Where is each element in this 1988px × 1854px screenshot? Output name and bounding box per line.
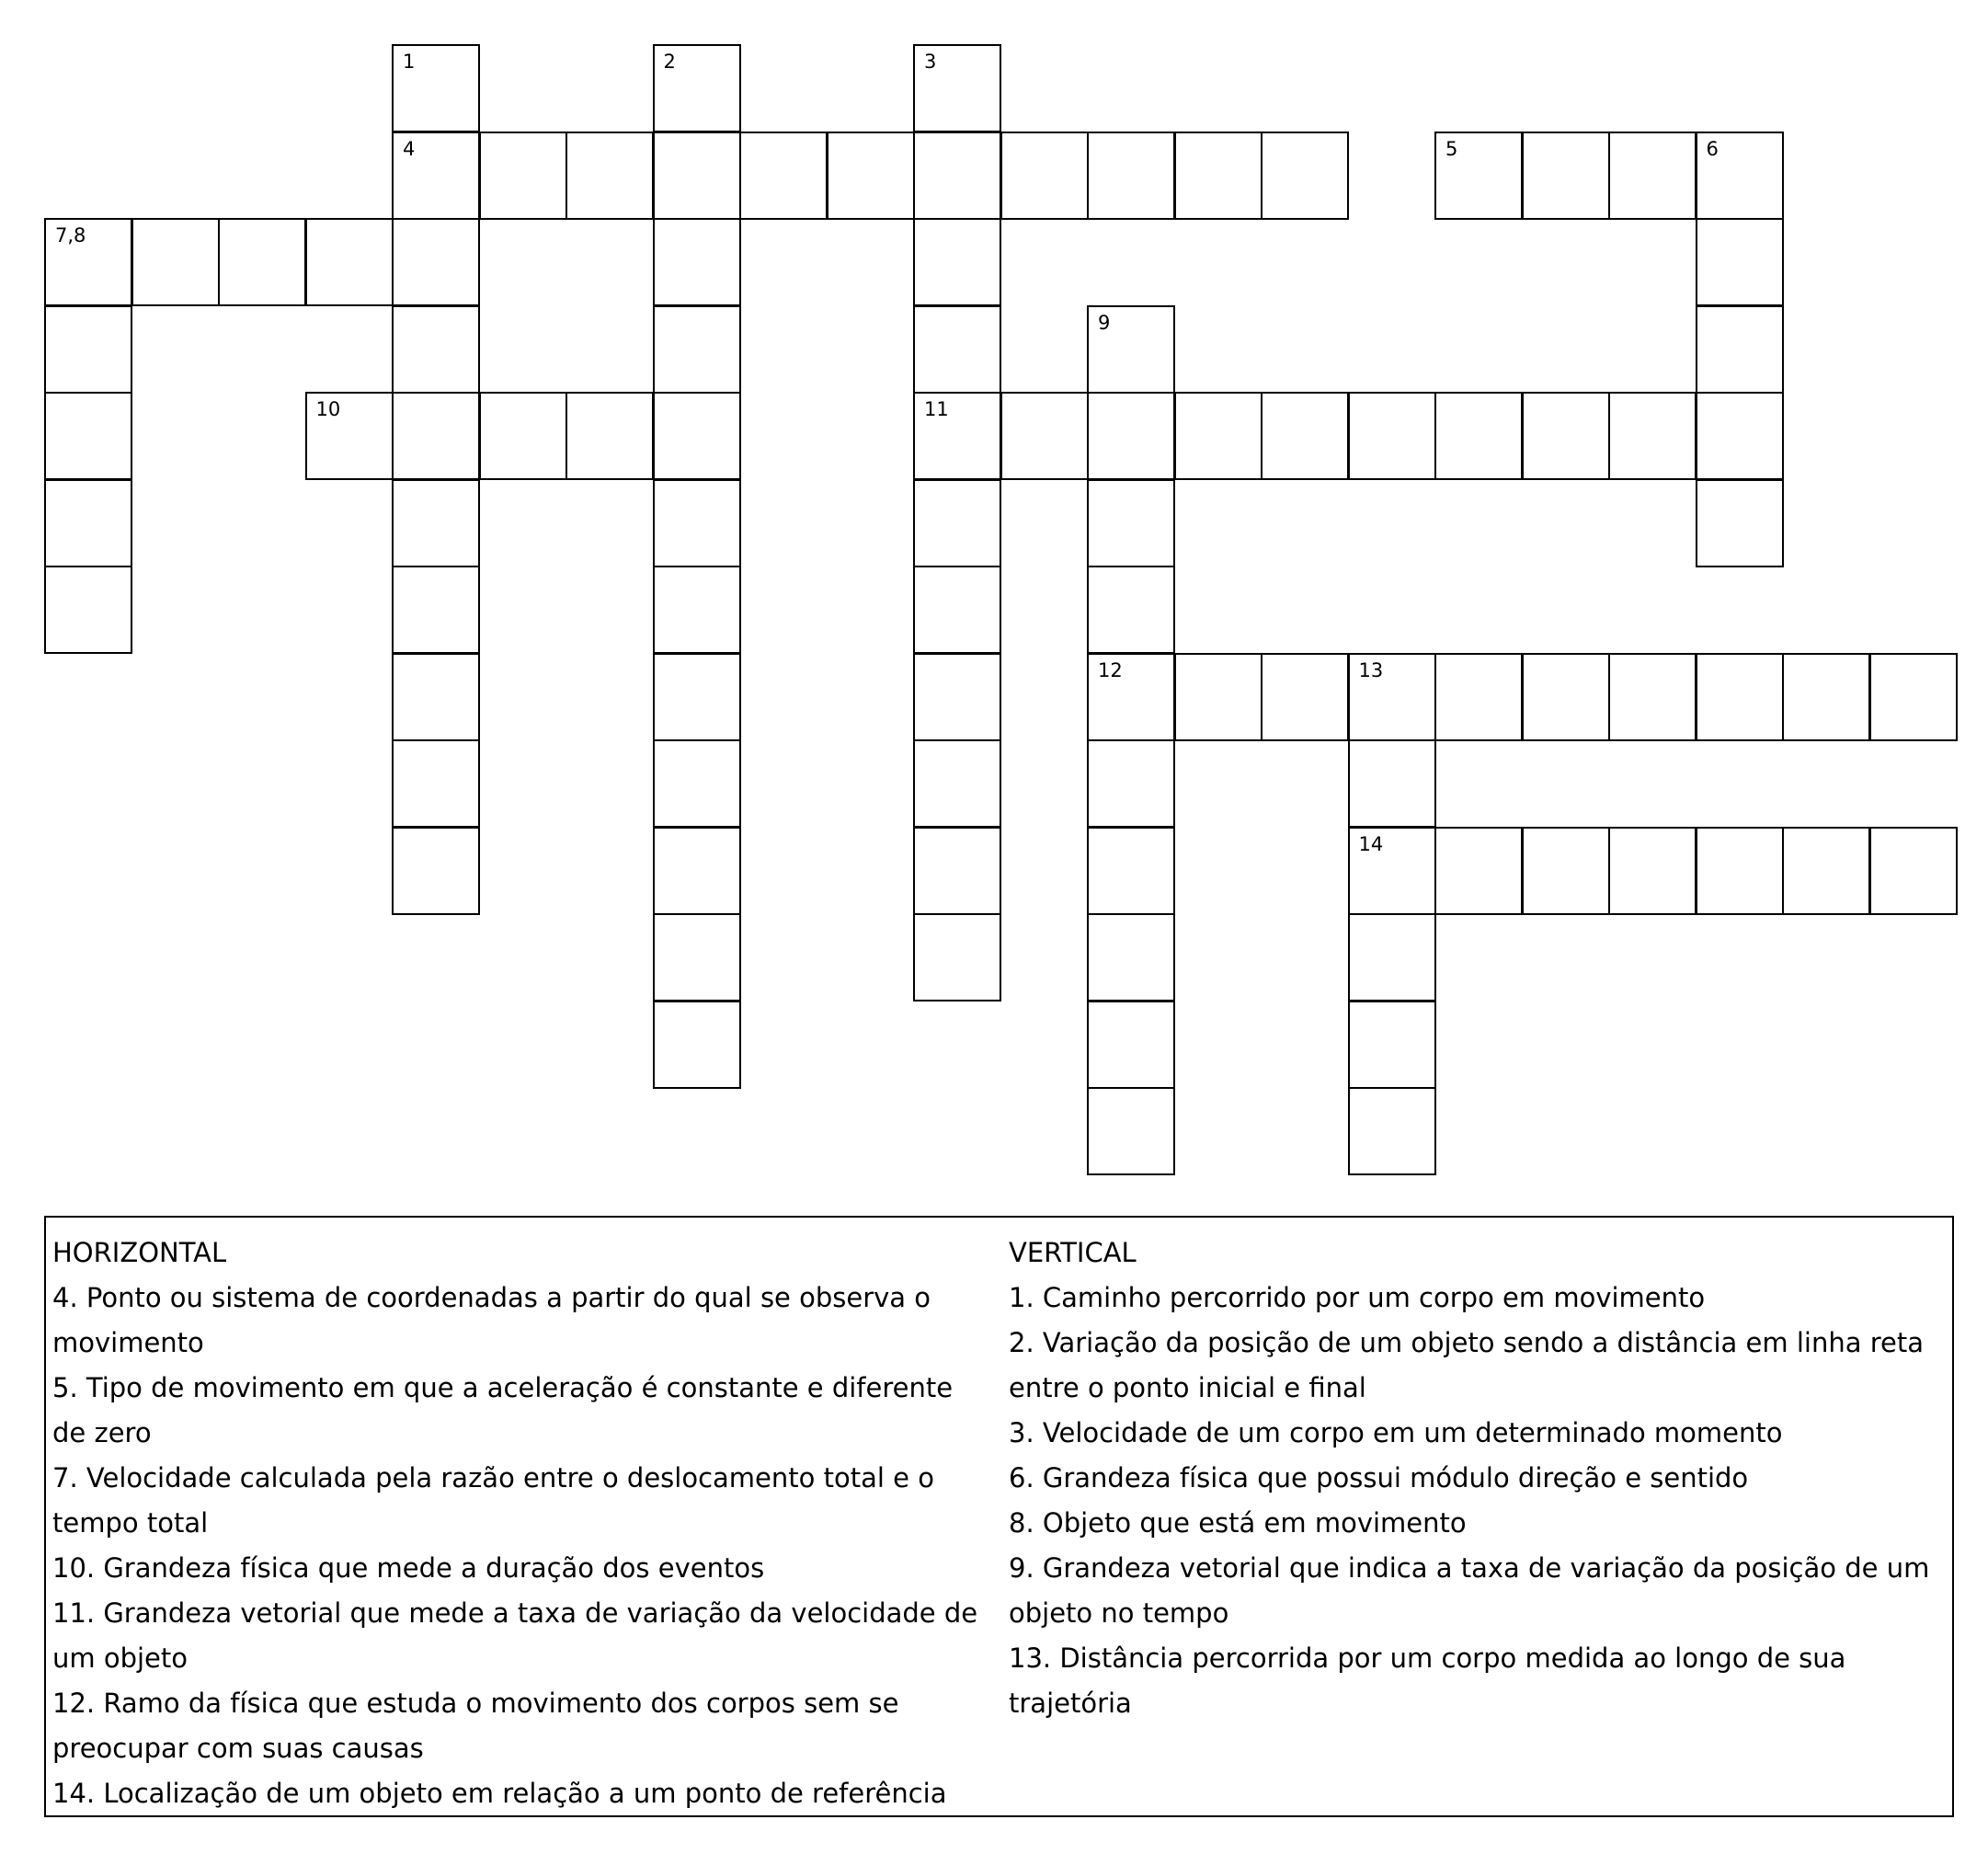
cell-number: 6 [1706,137,1719,160]
vertical-clue: 3. Velocidade de um corpo em um determinado momento [1009,1417,1783,1448]
crossword-cell[interactable] [827,132,915,220]
crossword-cell[interactable] [653,44,741,132]
crossword-cell[interactable] [653,305,741,394]
crossword-cell[interactable] [44,392,132,480]
crossword-cell[interactable] [1087,392,1175,480]
crossword-cell[interactable] [653,739,741,828]
crossword-cell[interactable] [1434,132,1523,220]
crossword-cell[interactable] [131,218,220,306]
crossword-cell[interactable] [566,132,654,220]
crossword-cell[interactable] [1087,1087,1175,1175]
crossword-cell[interactable] [1434,392,1523,480]
clue-box [44,1216,1954,1817]
crossword-cell[interactable] [913,392,1001,480]
crossword-cell[interactable] [1087,479,1175,567]
crossword-cell[interactable] [1782,827,1870,915]
vertical-title: VERTICAL [1009,1237,1137,1268]
crossword-cell[interactable] [1348,739,1436,828]
vertical-clue: 9. Grandeza vetorial que indica a taxa de variação da posição de um objeto no tempo [1009,1552,1930,1629]
crossword-cell[interactable] [653,392,741,480]
crossword-cell[interactable] [392,653,480,741]
crossword-cell[interactable] [653,653,741,741]
crossword-cell[interactable] [913,218,1001,306]
crossword-cell[interactable] [1174,653,1262,741]
crossword-cell[interactable] [1348,392,1436,480]
crossword-cell[interactable] [1087,132,1175,220]
crossword-cell[interactable] [1087,653,1175,741]
crossword-cell[interactable] [392,392,480,480]
horizontal-clue: 7. Velocidade calculada pela razão entre o deslocamento total e o tempo total [52,1462,934,1539]
crossword-cell[interactable] [1869,653,1958,741]
crossword-cell[interactable] [1434,827,1523,915]
crossword-cell[interactable] [653,827,741,915]
cell-number: 14 [1358,832,1384,855]
crossword-cell[interactable] [1608,827,1697,915]
crossword-cell[interactable] [479,132,567,220]
crossword-cell[interactable] [1087,739,1175,828]
cell-number: 1 [403,51,416,73]
cell-number: 10 [315,398,341,420]
crossword-cell[interactable] [1261,132,1349,220]
crossword-cell[interactable] [305,392,394,480]
cell-number: 9 [1098,311,1111,334]
crossword-cell[interactable] [1087,1001,1175,1089]
crossword-cell[interactable] [1000,392,1089,480]
crossword-cell[interactable] [44,566,132,654]
crossword-cell[interactable] [913,827,1001,915]
vertical-clue: 13. Distância percorrida por um corpo medida ao longo de sua trajetória [1009,1642,1846,1719]
crossword-cell[interactable] [653,218,741,306]
crossword-cell[interactable] [1696,305,1784,394]
crossword-cell[interactable] [44,218,132,306]
crossword-cell[interactable] [1261,653,1349,741]
crossword-cell[interactable] [1348,827,1436,915]
crossword-cell[interactable] [1522,132,1610,220]
horizontal-clue: 10. Grandeza física que mede a duração dos eventos [52,1552,765,1584]
crossword-cell[interactable] [392,132,480,220]
crossword-cell[interactable] [392,305,480,394]
crossword-cell[interactable] [392,44,480,132]
crossword-cell[interactable] [653,913,741,1001]
crossword-cell[interactable] [1608,653,1697,741]
crossword-cell[interactable] [913,305,1001,394]
crossword-cell[interactable] [913,739,1001,828]
crossword-cell[interactable] [1348,1001,1436,1089]
horizontal-clue: 4. Ponto ou sistema de coordenadas a partir do qual se observa o movimento [52,1282,931,1358]
cell-number: 5 [1445,137,1458,160]
vertical-clue: 1. Caminho percorrido por um corpo em movimento [1009,1282,1706,1313]
crossword-cell[interactable] [913,913,1001,1001]
crossword-cell[interactable] [392,479,480,567]
crossword-cell[interactable] [653,479,741,567]
crossword-cell[interactable] [1696,653,1784,741]
crossword-cell[interactable] [1261,392,1349,480]
crossword-cell[interactable] [1869,827,1958,915]
cell-number: 12 [1098,658,1123,681]
crossword-cell[interactable] [1522,827,1610,915]
crossword-cell[interactable] [1174,392,1262,480]
crossword-cell[interactable] [739,132,828,220]
crossword-cell[interactable] [1348,653,1436,741]
crossword-cell[interactable] [1522,392,1610,480]
crossword-cell[interactable] [1522,653,1610,741]
cell-number: 4 [403,137,416,160]
crossword-cell[interactable] [392,739,480,828]
horizontal-clues [52,1230,981,1816]
crossword-cell[interactable] [305,218,394,306]
crossword-cell[interactable] [1348,913,1436,1001]
cell-number: 7,8 [55,224,86,246]
horizontal-clue: 14. Localização de um objeto em relação a um ponto de referência [52,1778,947,1809]
crossword-cell[interactable] [1696,218,1784,306]
crossword-cell[interactable] [1608,132,1697,220]
crossword-cell[interactable] [653,1001,741,1089]
crossword-cell[interactable] [1087,305,1175,394]
crossword-cell[interactable] [1696,392,1784,480]
horizontal-title: HORIZONTAL [52,1237,227,1268]
crossword-cell[interactable] [44,479,132,567]
crossword-cell[interactable] [913,44,1001,132]
crossword-cell[interactable] [1087,827,1175,915]
crossword-cell[interactable] [1434,653,1523,741]
crossword-cell[interactable] [1782,653,1870,741]
crossword-cell[interactable] [392,827,480,915]
crossword-cell[interactable] [392,566,480,654]
crossword-cell[interactable] [392,218,480,306]
cell-number: 11 [924,398,949,420]
crossword-cell[interactable] [218,218,306,306]
crossword-cell[interactable] [1696,827,1784,915]
crossword-cell[interactable] [913,566,1001,654]
cell-number: 3 [924,51,937,73]
crossword-cell[interactable] [1696,132,1784,220]
crossword-cell[interactable] [1174,132,1262,220]
cell-number: 2 [663,51,676,73]
crossword-cell[interactable] [44,305,132,394]
vertical-clue: 8. Objeto que está em movimento [1009,1507,1467,1539]
crossword-cell[interactable] [913,132,1001,220]
crossword-cell[interactable] [1000,132,1089,220]
crossword-cell[interactable] [1087,913,1175,1001]
crossword-cell[interactable] [653,132,741,220]
crossword-cell[interactable] [1348,1087,1436,1175]
crossword-cell[interactable] [1087,566,1175,654]
vertical-clues [1009,1230,1937,1726]
horizontal-clue: 5. Tipo de movimento em que a aceleração é constante e diferente de zero [52,1372,954,1448]
crossword-cell[interactable] [913,479,1001,567]
crossword-cell[interactable] [479,392,567,480]
crossword-cell[interactable] [913,653,1001,741]
crossword-cell[interactable] [1696,479,1784,567]
crossword-cell[interactable] [566,392,654,480]
crossword-cell[interactable] [1608,392,1697,480]
vertical-clue: 2. Variação da posição de um objeto sendo a distância em linha reta entre o ponto inicial e final [1009,1327,1924,1403]
horizontal-clue: 11. Grandeza vetorial que mede a taxa de variação da velocidade de um objeto [52,1597,978,1674]
crossword-cell[interactable] [653,566,741,654]
horizontal-clue: 12. Ramo da física que estuda o movimento dos corpos sem se preocupar com suas causas [52,1688,899,1764]
cell-number: 13 [1358,658,1384,681]
vertical-clue: 6. Grandeza física que possui módulo direção e sentido [1009,1462,1749,1494]
